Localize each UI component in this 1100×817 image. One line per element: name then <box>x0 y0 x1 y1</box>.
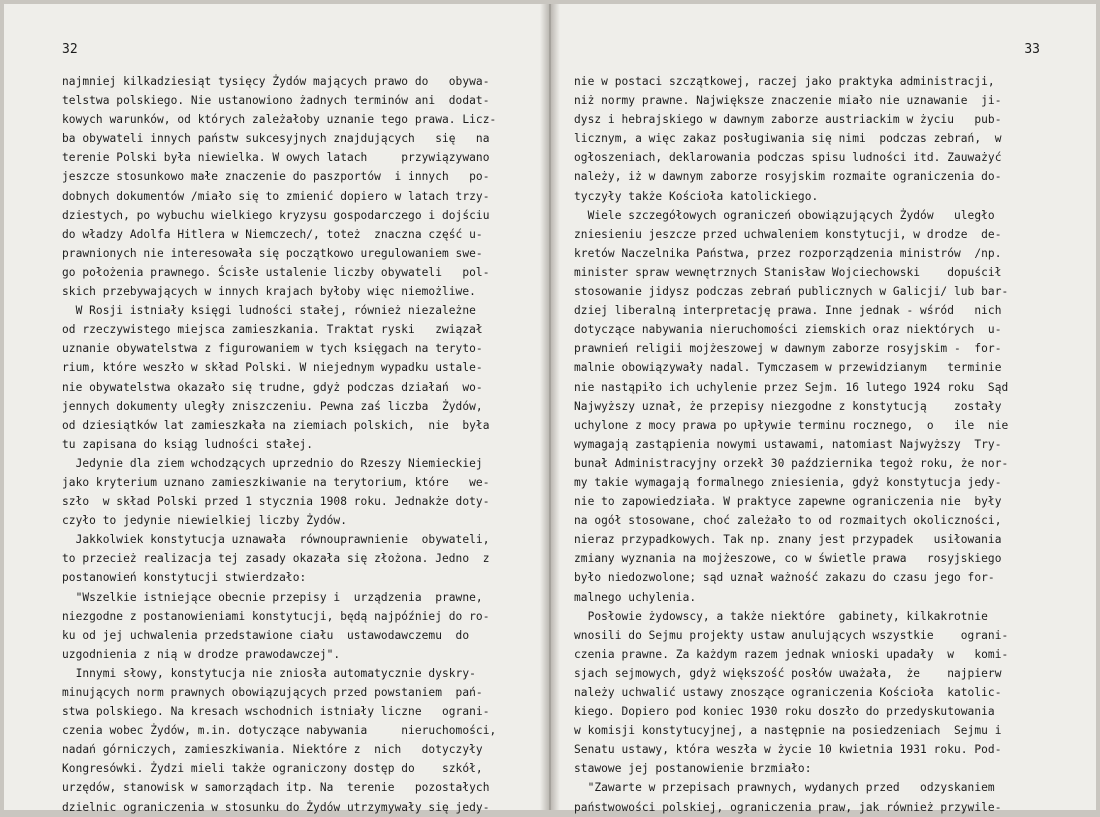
text-line: Senatu ustawy, która weszła w życie 10 kwietnia 1931 roku. Pod- <box>574 743 1002 757</box>
text-line: uzgodnienia z nią w drodze prawodawczej". <box>62 647 341 661</box>
text-line: bunał Administracyjny orzekł 30 października tegoż roku, że nor- <box>574 456 1009 470</box>
text-line: Jedynie dla ziem wchodzących uprzednio do Rzeszy Niemieckiej <box>62 456 483 470</box>
text-line: nie to zapowiedziała. W praktyce zapewne ograniczenia nie były <box>574 495 1002 509</box>
text-line: ku od jej uchwalenia przedstawione ciału ustawodawczemu do <box>62 628 470 642</box>
text-line: nie nastąpiło ich uchylenie przez Sejm. 16 lutego 1924 roku Sąd <box>574 380 1009 394</box>
text-line: dzielnic ograniczenia w stosunku do Żydów utrzymywały się jedy- <box>62 800 490 814</box>
text-line: "Zawarte w przepisach prawnych, wydanych przed odzyskaniem <box>574 781 995 795</box>
text-line: zmiany wyznania na mojżeszowe, co w świetle prawa rosyjskiego <box>574 552 1002 566</box>
text-line: ogłoszeniach, deklarowania podczas spisu ludności itd. Zauważyć <box>574 151 1002 165</box>
text-line: go położenia prawnego. Ścisłe ustalenie liczby obywateli pol- <box>62 265 490 279</box>
text-line: my takie wymagają formalnego zniesienia, gdyż konstytucja jedy- <box>574 475 1002 489</box>
text-line: W Rosji istniały księgi ludności stałej, również niezależne <box>62 304 476 318</box>
text-line: tyczyły także Kościoła katolickiego. <box>574 189 819 203</box>
page-number: 32 <box>62 42 78 57</box>
text-line: rium, które weszło w skład Polski. W niejednym wypadku ustale- <box>62 361 483 375</box>
text-line: licznym, a więc zakaz posługiwania się nimi podczas zebrań, w <box>574 132 1002 146</box>
text-line: Wiele szczegółowych ograniczeń obowiązujących Żydów uległo <box>574 208 995 222</box>
text-line: nadań górniczych, zamieszkiwania. Niektóre z nich dotyczyły <box>62 743 483 757</box>
text-line: uchylone z mocy prawa po upływie terminu rocznego, o ile nie <box>574 418 1009 432</box>
text-line: najmniej kilkadziesiąt tysięcy Żydów mających prawo do obywa- <box>62 75 490 88</box>
text-line: minister spraw wewnętrznych Stanisław Wojciechowski dopuścił <box>574 265 1002 279</box>
text-line: prawnień religii mojżeszowej w dawnym zaborze rosyjskim - for- <box>574 342 1002 356</box>
text-line: Najwyższy uznał, że przepisy niezgodne z konstytucją zostały <box>574 399 1002 413</box>
page-number: 33 <box>1024 42 1040 57</box>
text-line: Posłowie żydowscy, a także niektóre gabinety, kilkakrotnie <box>574 609 988 623</box>
text-line: należy, iż w dawnym zaborze rosyjskim rozmaite ograniczenia do- <box>574 170 1002 184</box>
text-line: nie obywatelstwa okazało się trudne, gdyż podczas działań wo- <box>62 380 483 394</box>
text-line: nie w postaci szczątkowej, raczej jako praktyka administracji, <box>574 75 995 88</box>
text-line: dobnych dokumentów /miało się to zmienić dopiero w latach trzy- <box>62 189 490 203</box>
text-line: uznanie obywatelstwa z figurowaniem w tych księgach na teryto- <box>62 342 483 356</box>
text-line: kiego. Dopiero pod koniec 1930 roku doszło do przedyskutowania <box>574 705 995 719</box>
text-line: minujących norm prawnych obowiązujących przed powstaniem pań- <box>62 686 483 699</box>
text-line: postanowień konstytucji stwierdzało: <box>62 571 307 585</box>
text-line: skich przebywających w innych krajach byłoby więc niemożliwe. <box>62 285 476 299</box>
text-line: dotyczące nabywania nieruchomości ziemskich oraz niektórych u- <box>574 323 1002 337</box>
text-line: czyło to jedynie niewielkiej liczby Żydów. <box>62 514 347 528</box>
text-line: czenia wobec Żydów, m.in. dotyczące nabywania nieruchomości, <box>62 724 497 738</box>
text-line: było niedozwolone; sąd uznał ważność zakazu do czasu jego for- <box>574 571 995 585</box>
text-line: państwowości polskiej, ograniczenia praw, jak również przywile- <box>574 800 1002 814</box>
text-line: od dziesiątków lat zamieszkała na ziemiach polskich, nie była <box>62 418 490 432</box>
text-line: stwa polskiego. Na kresach wschodnich istniały liczne ograni- <box>62 705 490 719</box>
text-line: od rzeczywistego miejsca zamieszkania. Traktat ryski związał <box>62 323 483 337</box>
text-line: zniesieniu jeszcze przed uchwaleniem konstytucji, w drodze de- <box>574 227 1002 241</box>
text-line: jeszcze stosunkowo małe znaczenie do paszportów i innych po- <box>62 170 490 184</box>
text-line: dziestych, po wybuchu wielkiego kryzysu gospodarczego i dojściu <box>62 208 490 222</box>
text-line: dziej liberalną interpretację prawa. Inne jednak - wśród nich <box>574 304 1002 318</box>
text-line: należy uchwalić ustawy znoszące ograniczenia Kościoła katolic- <box>574 686 1002 699</box>
text-line: jako kryterium uznano zamieszkiwanie na terytorium, które we- <box>62 475 490 489</box>
text-line: "Wszelkie istniejące obecnie przepisy i urządzenia prawne, <box>62 590 483 604</box>
book-gutter <box>540 4 560 810</box>
text-line: to przecież realizacja tej zasady okazała się złożona. Jedno z <box>62 552 490 566</box>
text-line: sjach sejmowych, gdyż większość posłów uważała, że najpierw <box>574 666 1002 680</box>
left-page <box>4 4 548 814</box>
text-line: kowych warunków, od których zależałoby uznanie tego prawa. Licz- <box>62 113 497 127</box>
text-line: stawowe jej postanowienie brzmiało: <box>574 762 812 776</box>
text-line: urzędów, stanowisk w samorządach itp. Na terenie pozostałych <box>62 781 490 795</box>
text-line: na ogół stosowane, choć zależało to od rozmaitych okoliczności, <box>574 514 1002 528</box>
text-line: niezgodne z postanowieniami konstytucji, będą najpóźniej do ro- <box>62 609 490 623</box>
text-line: tu zapisana do ksiąg ludności stałej. <box>62 437 314 451</box>
text-line: wnosili do Sejmu projekty ustaw anulujących wszystkie ograni- <box>574 628 1009 642</box>
text-line: terenie Polski była niewielka. W owych latach przywiązywano <box>62 151 490 165</box>
text-line: malnego uchylenia. <box>574 590 697 604</box>
text-line: kretów Naczelnika Państwa, przez rozporządzenia ministrów /np. <box>574 246 1002 260</box>
book-spread <box>4 4 1096 814</box>
text-line: nieraz przypadkowych. Tak np. znany jest przypadek usiłowania <box>574 533 1002 547</box>
page-text <box>62 72 528 817</box>
text-line: niż normy prawne. Największe znaczenie miało nie uznawanie ji- <box>574 94 1002 108</box>
text-line: jennych dokumenty uległy zniszczeniu. Pewna zaś liczba Żydów, <box>62 399 483 413</box>
right-page <box>548 4 1096 814</box>
text-line: telstwa polskiego. Nie ustanowiono żadnych terminów ani dodat- <box>62 94 490 108</box>
text-line: dysz i hebrajskiego w dawnym zaborze austriackim w życiu pub- <box>574 113 1002 127</box>
text-line: ba obywateli innych państw sukcesyjnych znajdujących się na <box>62 132 490 146</box>
text-line: wymagają zastąpienia nowymi ustawami, natomiast Najwyższy Try- <box>574 437 1002 451</box>
text-line: Innymi słowy, konstytucja nie zniosła automatycznie dyskry- <box>62 666 476 680</box>
text-line: malnie obowiązywały nadal. Tymczasem w przewidzianym terminie <box>574 361 1002 375</box>
text-line: do władzy Adolfa Hitlera w Niemczech/, toteż znaczna część u- <box>62 227 483 241</box>
text-line: stosowanie jidysz podczas zebrań publicznych w Galicji/ lub bar- <box>574 285 1009 299</box>
text-line: szło w skład Polski przed 1 stycznia 1908 roku. Jednakże doty- <box>62 495 490 509</box>
page-text <box>574 72 1040 817</box>
text-line: w komisji konstytucyjnej, a następnie na posiedzeniach Sejmu i <box>574 724 1002 738</box>
text-line: czenia prawne. Za każdym razem jednak wnioski upadały w komi- <box>574 647 1009 661</box>
text-line: Jakkolwiek konstytucja uznawała równouprawnienie obywateli, <box>62 533 490 547</box>
text-line: prawnionych nie interesowała się początkowo uregulowaniem swe- <box>62 246 483 260</box>
text-line: Kongresówki. Żydzi mieli także ograniczony dostęp do szkół, <box>62 762 483 776</box>
